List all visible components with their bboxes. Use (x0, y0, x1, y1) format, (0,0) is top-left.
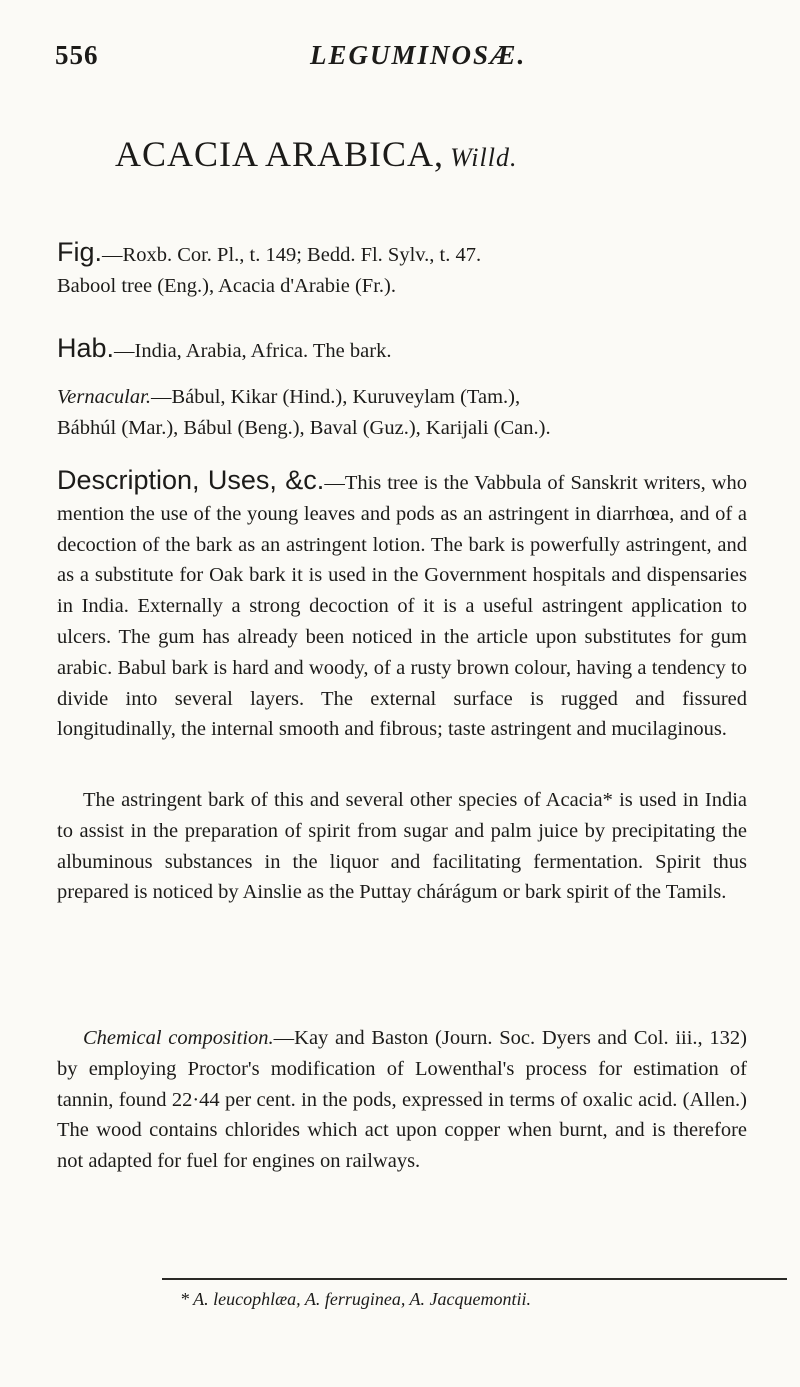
description-text: —This tree is the Vabbula of Sanskrit writers, who mention the use of the young leaves and pods as an astringent in diarrhœa, and of a decoction of the bark as an astringent lotion. The bark is powerfully astringent, and as a substitute for Oak bark it is used in the Government hospitals and dispensaries in India. Externally a strong decoction of it is a useful astringent application to ulcers. The gum has already been noticed in the article upon substitutes for gum arabic. Babul bark is hard and woody, of a rusty brown colour, having a tendency to divide into several layers. The external surface is rugged and fissured longitudinally, the internal smooth and fibrous; taste astringent and mucilaginous. (57, 472, 747, 741)
species-name: ACACIA ARABICA, (115, 134, 445, 174)
habitat (57, 333, 747, 367)
vernacular-line2: Bábhúl (Mar.), Bábul (Beng.), Baval (Guz.), Karijali (Can.). (57, 416, 551, 439)
description-paragraph (57, 465, 747, 745)
astringent-text: The astringent bark of this and several other species of Acacia* is used in India to assist in the preparation of spirit from sugar and palm juice by precipitating the albuminous substances in the liquor and facilitating fermentation. Spirit thus prepared is noticed by Ainslie as the Puttay chárágum or bark spirit of the Tamils. (57, 789, 747, 904)
astringent-paragraph (57, 785, 747, 908)
hab-text: —India, Arabia, Africa. The bark. (114, 340, 392, 362)
vernacular-line1: —Bábul, Kikar (Hind.), Kuruveylam (Tam.), (150, 386, 521, 408)
vernacular-names (57, 382, 747, 444)
fig-line1: —Roxb. Cor. Pl., t. 149; Bedd. Fl. Sylv., t. 47. (102, 244, 482, 266)
footnote-rule (162, 1278, 787, 1280)
fig-line2: Babool tree (Eng.), Acacia d'Arabie (Fr.). (57, 274, 396, 297)
vernacular-lead: Vernacular. (57, 386, 151, 408)
fig-lead: Fig. (57, 237, 103, 267)
chemical-paragraph (57, 1023, 747, 1177)
page-header (55, 40, 760, 80)
running-head: LEGUMINOSÆ. (310, 40, 527, 70)
species-authority: Willd. (450, 143, 518, 172)
footnote: * A. leucophlæa, A. ferruginea, A. Jacquemontii. (180, 1289, 531, 1309)
species-title (115, 133, 517, 175)
figure-references (57, 237, 747, 302)
chemical-text: —Kay and Baston (Journ. Soc. Dyers and Col. iii., 132) by employing Proctor's modification of Lowenthal's process for estimation of tannin, found 22·44 per cent. in the pods, expressed in terms of oxalic acid. (Allen.) The wood contains chlorides which act upon copper when burnt, and is therefore not adapted for fuel for engines on railways. (57, 1027, 747, 1173)
hab-lead: Hab. (57, 333, 115, 363)
chemical-lead: Chemical composition. (83, 1027, 274, 1049)
page-number: 556 (55, 40, 99, 70)
description-lead: Description, Uses, &c. (57, 465, 325, 495)
